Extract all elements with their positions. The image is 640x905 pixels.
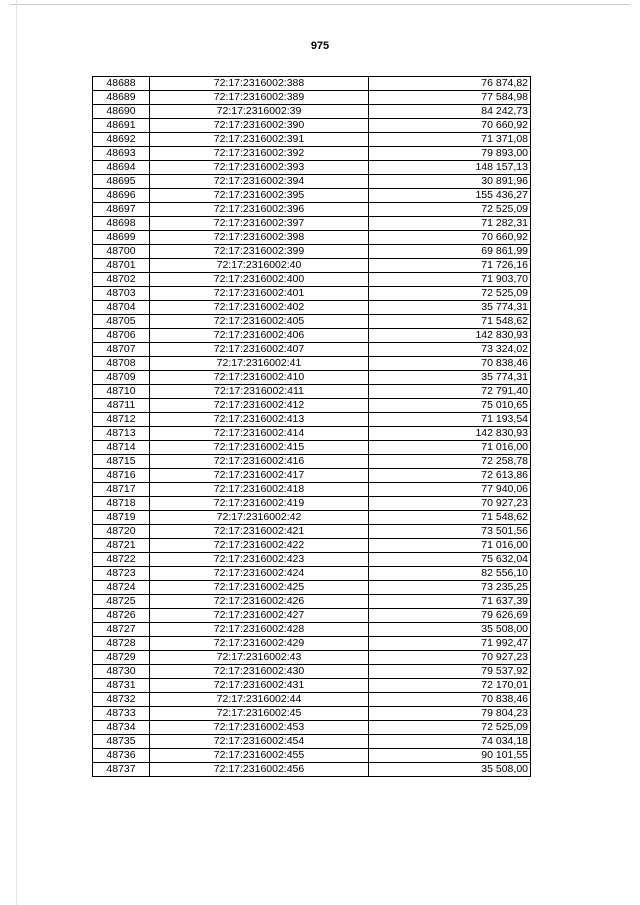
value-cell: 82 556,10: [369, 567, 531, 581]
value-cell: 79 804,23: [369, 707, 531, 721]
value-cell: 35 774,31: [369, 301, 531, 315]
cadastral-number-cell: 72:17:2316002:424: [150, 567, 369, 581]
table-row: [93, 441, 531, 455]
table-row: [93, 77, 531, 91]
cadastral-number-cell: 72:17:2316002:410: [150, 371, 369, 385]
row-number-cell: 48729: [93, 651, 150, 665]
row-number-cell: 48710: [93, 385, 150, 399]
row-number-cell: 48701: [93, 259, 150, 273]
row-number-cell: 48721: [93, 539, 150, 553]
table-row: [93, 609, 531, 623]
row-number-cell: 48689: [93, 91, 150, 105]
table-row: [93, 245, 531, 259]
row-number-cell: 48697: [93, 203, 150, 217]
cadastral-number-cell: 72:17:2316002:406: [150, 329, 369, 343]
value-cell: 73 324,02: [369, 343, 531, 357]
row-number-cell: 48733: [93, 707, 150, 721]
cadastral-number-cell: 72:17:2316002:402: [150, 301, 369, 315]
value-cell: 75 010,65: [369, 399, 531, 413]
row-number-cell: 48712: [93, 413, 150, 427]
value-cell: 79 893,00: [369, 147, 531, 161]
row-number-cell: 48730: [93, 665, 150, 679]
row-number-cell: 48693: [93, 147, 150, 161]
cadastral-number-cell: 72:17:2316002:425: [150, 581, 369, 595]
cadastral-number-cell: 72:17:2316002:417: [150, 469, 369, 483]
row-number-cell: 48714: [93, 441, 150, 455]
value-cell: 70 838,46: [369, 357, 531, 371]
cadastral-number-cell: 72:17:2316002:413: [150, 413, 369, 427]
table-row: [93, 693, 531, 707]
row-number-cell: 48722: [93, 553, 150, 567]
table-row: [93, 567, 531, 581]
table-row: [93, 343, 531, 357]
value-cell: 71 637,39: [369, 595, 531, 609]
row-number-cell: 48694: [93, 161, 150, 175]
value-cell: 71 193,54: [369, 413, 531, 427]
row-number-cell: 48724: [93, 581, 150, 595]
cadastral-number-cell: 72:17:2316002:421: [150, 525, 369, 539]
value-cell: 72 170,01: [369, 679, 531, 693]
table-row: [93, 91, 531, 105]
table-row: [93, 483, 531, 497]
row-number-cell: 48713: [93, 427, 150, 441]
cadastral-number-cell: 72:17:2316002:411: [150, 385, 369, 399]
table-row: [93, 189, 531, 203]
cadastral-number-cell: 72:17:2316002:42: [150, 511, 369, 525]
row-number-cell: 48692: [93, 133, 150, 147]
cadastral-number-cell: 72:17:2316002:426: [150, 595, 369, 609]
cadastral-number-cell: 72:17:2316002:391: [150, 133, 369, 147]
value-cell: 75 632,04: [369, 553, 531, 567]
table-body: [93, 77, 531, 777]
cadastral-number-cell: 72:17:2316002:414: [150, 427, 369, 441]
cadastral-number-cell: 72:17:2316002:423: [150, 553, 369, 567]
value-cell: 142 830,93: [369, 329, 531, 343]
row-number-cell: 48715: [93, 455, 150, 469]
row-number-cell: 48696: [93, 189, 150, 203]
scan-edge-line: [16, 0, 17, 905]
value-cell: 142 830,93: [369, 427, 531, 441]
table-row: [93, 399, 531, 413]
row-number-cell: 48688: [93, 77, 150, 91]
value-cell: 79 537,92: [369, 665, 531, 679]
value-cell: 72 525,09: [369, 203, 531, 217]
cadastral-number-cell: 72:17:2316002:416: [150, 455, 369, 469]
value-cell: 71 903,70: [369, 273, 531, 287]
cadastral-number-cell: 72:17:2316002:422: [150, 539, 369, 553]
table-row: [93, 539, 531, 553]
cadastral-number-cell: 72:17:2316002:399: [150, 245, 369, 259]
value-cell: 71 371,08: [369, 133, 531, 147]
row-number-cell: 48718: [93, 497, 150, 511]
value-cell: 79 626,69: [369, 609, 531, 623]
cadastral-number-cell: 72:17:2316002:397: [150, 217, 369, 231]
table-row: [93, 749, 531, 763]
cadastral-number-cell: 72:17:2316002:455: [150, 749, 369, 763]
cadastral-number-cell: 72:17:2316002:398: [150, 231, 369, 245]
value-cell: 70 927,23: [369, 651, 531, 665]
row-number-cell: 48728: [93, 637, 150, 651]
row-number-cell: 48708: [93, 357, 150, 371]
row-number-cell: 48711: [93, 399, 150, 413]
cadastral-number-cell: 72:17:2316002:389: [150, 91, 369, 105]
row-number-cell: 48695: [93, 175, 150, 189]
cadastral-number-cell: 72:17:2316002:407: [150, 343, 369, 357]
value-cell: 148 157,13: [369, 161, 531, 175]
cadastral-number-cell: 72:17:2316002:45: [150, 707, 369, 721]
table-row: [93, 329, 531, 343]
row-number-cell: 48690: [93, 105, 150, 119]
table-row: [93, 273, 531, 287]
table-row: [93, 553, 531, 567]
cadastral-number-cell: 72:17:2316002:429: [150, 637, 369, 651]
value-cell: 35 508,00: [369, 763, 531, 777]
value-cell: 155 436,27: [369, 189, 531, 203]
table-row: [93, 581, 531, 595]
value-cell: 72 791,40: [369, 385, 531, 399]
row-number-cell: 48705: [93, 315, 150, 329]
row-number-cell: 48734: [93, 721, 150, 735]
cadastral-number-cell: 72:17:2316002:395: [150, 189, 369, 203]
table-row: [93, 259, 531, 273]
value-cell: 70 838,46: [369, 693, 531, 707]
value-cell: 35 508,00: [369, 623, 531, 637]
value-cell: 77 584,98: [369, 91, 531, 105]
table-row: [93, 413, 531, 427]
value-cell: 73 235,25: [369, 581, 531, 595]
row-number-cell: 48707: [93, 343, 150, 357]
cadastral-number-cell: 72:17:2316002:394: [150, 175, 369, 189]
table-row: [93, 301, 531, 315]
table-row: [93, 679, 531, 693]
cadastral-number-cell: 72:17:2316002:39: [150, 105, 369, 119]
value-cell: 72 525,09: [369, 287, 531, 301]
table-row: [93, 763, 531, 777]
cadastral-number-cell: 72:17:2316002:431: [150, 679, 369, 693]
table-row: [93, 623, 531, 637]
value-cell: 73 501,56: [369, 525, 531, 539]
value-cell: 70 660,92: [369, 231, 531, 245]
value-cell: 35 774,31: [369, 371, 531, 385]
value-cell: 90 101,55: [369, 749, 531, 763]
cadastral-number-cell: 72:17:2316002:400: [150, 273, 369, 287]
row-number-cell: 48727: [93, 623, 150, 637]
table-row: [93, 595, 531, 609]
cadastral-number-cell: 72:17:2316002:428: [150, 623, 369, 637]
cadastral-number-cell: 72:17:2316002:393: [150, 161, 369, 175]
row-number-cell: 48720: [93, 525, 150, 539]
cadastral-number-cell: 72:17:2316002:427: [150, 609, 369, 623]
row-number-cell: 48723: [93, 567, 150, 581]
row-number-cell: 48735: [93, 735, 150, 749]
row-number-cell: 48699: [93, 231, 150, 245]
row-number-cell: 48716: [93, 469, 150, 483]
cadastral-number-cell: 72:17:2316002:456: [150, 763, 369, 777]
table-row: [93, 665, 531, 679]
table-row: [93, 315, 531, 329]
row-number-cell: 48706: [93, 329, 150, 343]
value-cell: 70 660,92: [369, 119, 531, 133]
table-row: [93, 133, 531, 147]
value-cell: 71 992,47: [369, 637, 531, 651]
row-number-cell: 48698: [93, 217, 150, 231]
cadastral-number-cell: 72:17:2316002:392: [150, 147, 369, 161]
cadastral-number-cell: 72:17:2316002:390: [150, 119, 369, 133]
value-cell: 30 891,96: [369, 175, 531, 189]
value-cell: 76 874,82: [369, 77, 531, 91]
row-number-cell: 48736: [93, 749, 150, 763]
cadastral-number-cell: 72:17:2316002:405: [150, 315, 369, 329]
table-row: [93, 651, 531, 665]
table-row: [93, 371, 531, 385]
table-row: [93, 497, 531, 511]
cadastral-number-cell: 72:17:2316002:401: [150, 287, 369, 301]
table-row: [93, 147, 531, 161]
value-cell: 84 242,73: [369, 105, 531, 119]
table-row: [93, 161, 531, 175]
value-cell: 71 016,00: [369, 441, 531, 455]
table-row: [93, 637, 531, 651]
cadastral-number-cell: 72:17:2316002:44: [150, 693, 369, 707]
page-number: 975: [310, 40, 330, 52]
cadastral-number-cell: 72:17:2316002:454: [150, 735, 369, 749]
table-row: [93, 231, 531, 245]
table-row: [93, 469, 531, 483]
value-cell: 74 034,18: [369, 735, 531, 749]
row-number-cell: 48726: [93, 609, 150, 623]
row-number-cell: 48691: [93, 119, 150, 133]
cadastral-number-cell: 72:17:2316002:415: [150, 441, 369, 455]
table-row: [93, 119, 531, 133]
cadastral-number-cell: 72:17:2316002:453: [150, 721, 369, 735]
row-number-cell: 48717: [93, 483, 150, 497]
cadastral-value-table: [92, 76, 531, 777]
cadastral-number-cell: 72:17:2316002:412: [150, 399, 369, 413]
cadastral-number-cell: 72:17:2316002:430: [150, 665, 369, 679]
cadastral-number-cell: 72:17:2316002:396: [150, 203, 369, 217]
value-cell: 72 525,09: [369, 721, 531, 735]
value-cell: 72 258,78: [369, 455, 531, 469]
row-number-cell: 48700: [93, 245, 150, 259]
row-number-cell: 48719: [93, 511, 150, 525]
value-cell: 69 861,99: [369, 245, 531, 259]
cadastral-number-cell: 72:17:2316002:40: [150, 259, 369, 273]
table-row: [93, 287, 531, 301]
table-row: [93, 707, 531, 721]
row-number-cell: 48703: [93, 287, 150, 301]
cadastral-number-cell: 72:17:2316002:418: [150, 483, 369, 497]
table-row: [93, 511, 531, 525]
table-row: [93, 175, 531, 189]
value-cell: 72 613,86: [369, 469, 531, 483]
table-row: [93, 427, 531, 441]
cadastral-number-cell: 72:17:2316002:388: [150, 77, 369, 91]
value-cell: 77 940,06: [369, 483, 531, 497]
table-row: [93, 385, 531, 399]
table-row: [93, 357, 531, 371]
value-cell: 70 927,23: [369, 497, 531, 511]
cadastral-number-cell: 72:17:2316002:43: [150, 651, 369, 665]
row-number-cell: 48725: [93, 595, 150, 609]
table-row: [93, 217, 531, 231]
table-row: [93, 105, 531, 119]
value-cell: 71 548,62: [369, 511, 531, 525]
cadastral-number-cell: 72:17:2316002:41: [150, 357, 369, 371]
row-number-cell: 48702: [93, 273, 150, 287]
row-number-cell: 48704: [93, 301, 150, 315]
row-number-cell: 48732: [93, 693, 150, 707]
table-row: [93, 721, 531, 735]
row-number-cell: 48731: [93, 679, 150, 693]
table-row: [93, 455, 531, 469]
value-cell: 71 548,62: [369, 315, 531, 329]
top-divider: [10, 4, 630, 5]
row-number-cell: 48709: [93, 371, 150, 385]
table-row: [93, 525, 531, 539]
value-cell: 71 282,31: [369, 217, 531, 231]
value-cell: 71 726,16: [369, 259, 531, 273]
cadastral-number-cell: 72:17:2316002:419: [150, 497, 369, 511]
value-cell: 71 016,00: [369, 539, 531, 553]
row-number-cell: 48737: [93, 763, 150, 777]
table-row: [93, 203, 531, 217]
table-row: [93, 735, 531, 749]
